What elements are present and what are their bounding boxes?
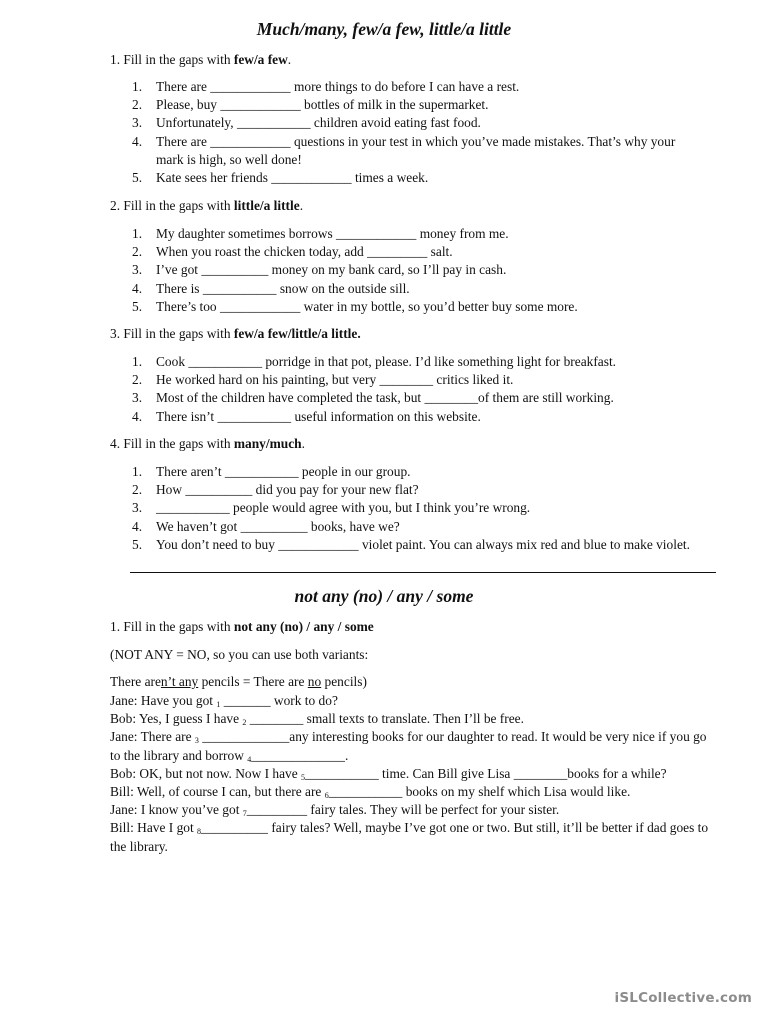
task-1-item: 4. There are ____________ questions in your test in which you’ve made mistakes. That’s why your mark is high, so well done! [132,133,676,167]
dialogue-line: Bill: Well, of course I can, but there are $_6$___________ books on my shelf which Lisa would like. [110,784,631,801]
task-3-item: 4. There isn’t ___________ useful information on this website. [132,408,481,424]
task-3-item: 1. Cook ___________ porridge in that pot, please. I’d like something light for breakfast. [132,354,617,369]
task-2-item: 2. When you roast the chicken today, add _________ salt. [132,244,453,260]
task-2-heading: 2. Fill in the gaps with little/a little. [110,198,304,213]
task-5-example: There aren’t any pencils = There are no pencils) [110,674,367,689]
task-1-heading: 1. Fill in the gaps with few/a few. [110,52,292,67]
task-4-item: 4. We haven’t got __________ books, have we? [132,518,400,534]
dialogue-line: Jane: Have you got $_1$ _______ work to do? [110,693,338,709]
task-1-item: 3. Unfortunately, ___________ children avoid eating fast food. [132,115,481,131]
task-5-heading: 1. Fill in the gaps with not any (no) / any / some [110,619,374,634]
task-3-item: 2. He worked hard on his painting, but very ________ critics liked it. [132,372,514,388]
dialogue [110,692,720,856]
task-5-note: (NOT ANY = NO, so you can use both variants: [110,647,369,662]
dialogue-line: Jane: I know you’ve got $_7$_________ fairy tales. They will be perfect for your sister. [110,802,560,819]
watermark-logo: iSLCollective.com [614,990,752,1006]
task-1-item: 5. Kate sees her friends ____________ times a week. [132,170,429,186]
task-2-item: 4. There is ___________ snow on the outside sill. [132,280,410,296]
task-2-item: 5. There’s too ____________ water in my bottle, so you’d better buy some more. [132,298,578,314]
dialogue-line: Bill: Have I got $_8$__________ fairy tales? Well, maybe I’ve got one or two. But still, it’ll be better if dad goes to the library. [110,820,709,854]
task-1-list [110,78,700,187]
task-3-list [110,353,700,426]
task-4-heading: 4. Fill in the gaps with many/much. [110,436,305,451]
dialogue-line: Bob: Yes, I guess I have $_2$ ________ small texts to translate. Then I’ll be free. [110,711,524,728]
task-4-item: 5. You don’t need to buy ____________ violet paint. You can always mix red and blue to make violet. [132,536,690,552]
task-3-heading: 3. Fill in the gaps with few/a few/little/a little. [110,326,361,341]
dialogue-line: Jane: There are $_3$ _____________any interesting books for our daughter to read. It would be very nice if you go to the library and borrow $_4$______________. [110,729,707,764]
task-3-item: 3. Most of the children have completed the task, but ________of them are still working. [132,390,614,406]
task-1-item: 2. Please, buy ____________ bottles of milk in the supermarket. [132,97,489,113]
task-4-list [110,463,700,554]
task-2-list [110,225,700,316]
task-1-item: 1. There are ____________ more things to do before I can have a rest. [132,79,520,94]
task-2-item: 3. I’ve got __________ money on my bank card, so I’ll pay in cash. [132,262,507,278]
dialogue-line: Bob: OK, but not now. Now I have $_5$___________ time. Can Bill give Lisa ________books for a while? [110,765,667,782]
task-2-item: 1. My daughter sometimes borrows ____________ money from me. [132,226,509,241]
task-4-item: 1. There aren’t ___________ people in our group. [132,464,411,479]
task-4-item: 2. How __________ did you pay for your new flat? [132,482,419,498]
section-title-any-some: not any (no) / any / some [294,586,474,606]
section-divider [130,572,716,573]
task-4-item: 3. ___________ people would agree with you, but I think you’re wrong. [132,500,531,516]
worksheet-title: Much/many, few/a few, little/a little [256,19,512,39]
